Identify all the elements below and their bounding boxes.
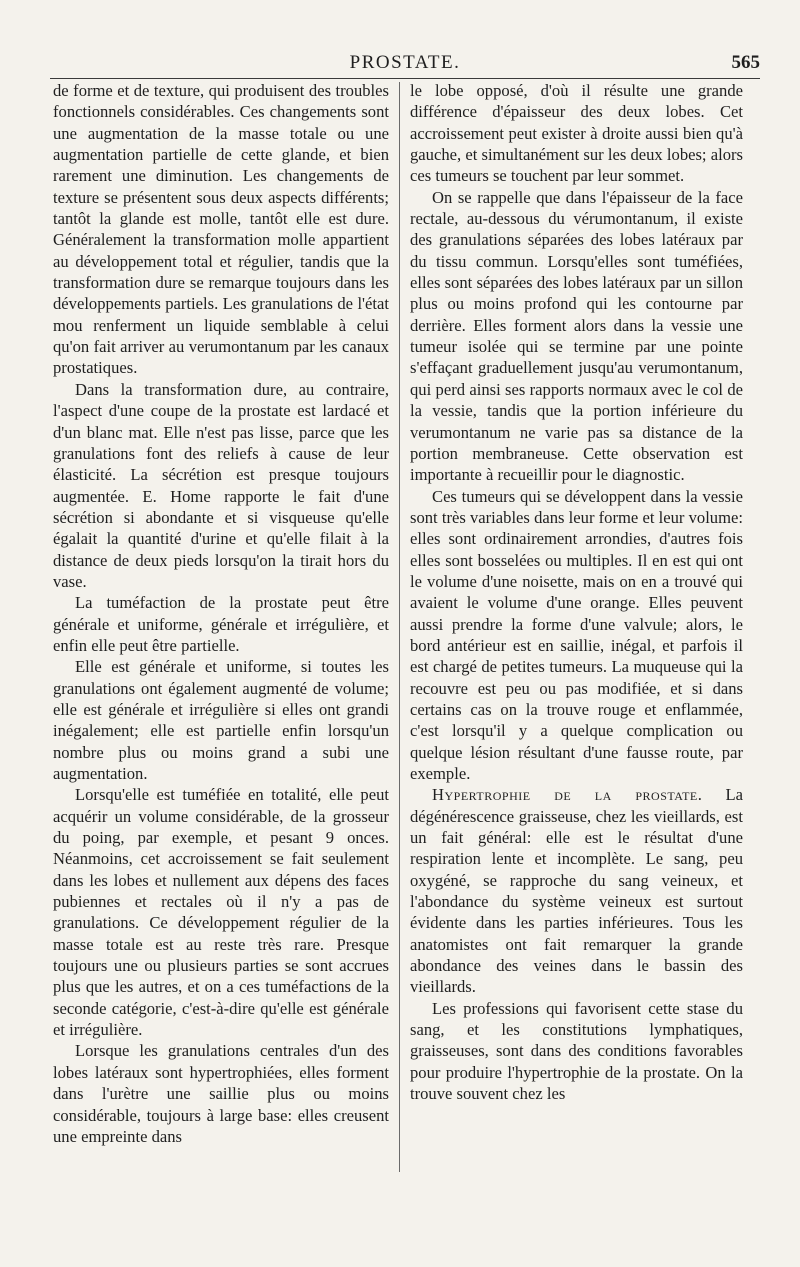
paragraph: Les professions qui favorisent cette stase du sang, et les constitutions lymphatiques, graisseuses, sont dans des conditions favorables pour produire l'hypertrophie de la prostate. On la trouve souvent chez les xyxy=(410,998,743,1104)
paragraph: le lobe opposé, d'où il résulte une grande différence d'épaisseur des deux lobes. Cet accroissement peut exister à droite aussi bien qu'à gauche, et simultanément sur les deux lobes; alors ces tumeurs se touchent par leur sommet. xyxy=(410,81,743,186)
paragraph: On se rappelle que dans l'épaisseur de la face rectale, au-dessous du vérumontanum, il existe des granulations séparées des lobes latéraux par du tissu commun. Lorsqu'elles sont tuméfiées, elles sont séparées des lobes latéraux par un sillon plus ou moins profond qui les contourne par derrière. Elles forment alors dans la vessie une tumeur isolée qui se termine par une pointe s'effaçant graduellement jusqu'au verumontanum, qui perd ainsi ses rapports normaux avec le col de la vessie, tandis que la portion inférieure du verumontanum ne varie pas sa distance de la portion membraneuse. Cette observation est importante à recueillir pour le diagnostic. xyxy=(410,187,743,485)
header-rule xyxy=(50,78,760,79)
left-column xyxy=(53,80,389,1147)
section-body: La dégénérescence graisseuse, chez les vieillards, est un fait général: elle est le résultat d'une respiration lente et incomplète. Le sang, peu oxygéné, se rapproche du sang veineux, et l'abondance du système veineux est surtout évidente dans les parties inférieures. Tous les anatomistes ont fait remarquer la grande abondance des veines dans le bassin des vieillards. xyxy=(410,785,743,997)
paragraph: Elle est générale et uniforme, si toutes les granulations ont également augmenté de volume; elle est générale et irrégulière si elles ont grandi inégalement; elle est partielle enfin lorsqu'un nombre plus ou moins grand a subi une augmentation. xyxy=(53,657,389,783)
paragraph: de forme et de texture, qui produisent des troubles fonctionnels considérables. Ces changements sont une augmentation de la masse totale ou une augmentation partielle de cette glande, et bien rarement une diminution. Les changements de texture se présentent sous deux aspects différents; tantôt la glande est molle, tantôt elle est dure. Généralement la transformation molle appartient au développement total et régulier, tandis que la transformation dure se remarque toujours dans les développements partiels. Les granulations de l'état mou renferment un liquide semblable à celui qu'on fait arriver au verumontanum par les canaux prostatiques. xyxy=(53,81,389,378)
running-title: PROSTATE. xyxy=(349,52,461,73)
page-header xyxy=(50,52,760,76)
paragraph: Ces tumeurs qui se développent dans la vessie sont très variables dans leur forme et leur volume: elles sont ordinairement arrondies, d'autres fois elles sont bosselées ou multiples. Il en est qui ont le volume d'une noisette, mais on en a trouvé qui avaient le volume d'une orange. Elles peuvent aussi prendre la forme d'une valvule; alors, le bord antérieur est en saillie, inégal, et parfois il est chargé de petites tumeurs. La muqueuse qui la recouvre est peu ou pas modifiée, et si dans certains cas on la trouve rouge et enflammée, c'est lorsqu'il y a quelque complication ou quelque lésion résultant d'une fausse route, par exemple. xyxy=(410,486,743,783)
page-number: 565 xyxy=(731,52,760,73)
right-column xyxy=(410,80,743,1105)
section-paragraph xyxy=(410,784,743,997)
paragraph: Dans la transformation dure, au contraire, l'aspect d'une coupe de la prostate est lardacé et d'un blanc mat. Elle n'est pas lisse, parce que les granulations font des reliefs à cause de leur élasticité. La sécrétion est presque toujours augmentée. E. Home rapporte le fait d'une sécrétion si abondante et si visqueuse qu'elle égalait la quantité d'urine et qu'elle filait à la distance de deux pieds lorsqu'on la tirait hors du vase. xyxy=(53,379,389,591)
paragraph: Lorsque les granulations centrales d'un des lobes latéraux sont hypertrophiées, elles forment dans l'urètre une saillie plus ou moins considérable, toujours à large base: elles creusent une empreinte dans xyxy=(53,1041,389,1146)
column-divider xyxy=(399,82,400,1172)
paragraph: Lorsqu'elle est tuméfiée en totalité, elle peut acquérir un volume considérable, de la grosseur du poing, par exemple, et pesant 9 onces. Néanmoins, cet accroissement se fait seulement dans les lobes et nullement aux dépens des faces pubiennes et rectales où il n'y a pas de granulations. Ce développement régulier de la masse totale est au reste très rare. Presque toujours une ou plusieurs parties se sont accrues plus que les autres, et on a ces tuméfactions de la seconde catégorie, c'est-à-dire qu'elle est générale et irrégulière. xyxy=(53,785,389,1040)
section-heading: Hypertrophie de la prostate. xyxy=(432,785,703,805)
paragraph: La tuméfaction de la prostate peut être générale et uniforme, générale et irrégulière, et enfin elle peut être partielle. xyxy=(53,593,389,655)
